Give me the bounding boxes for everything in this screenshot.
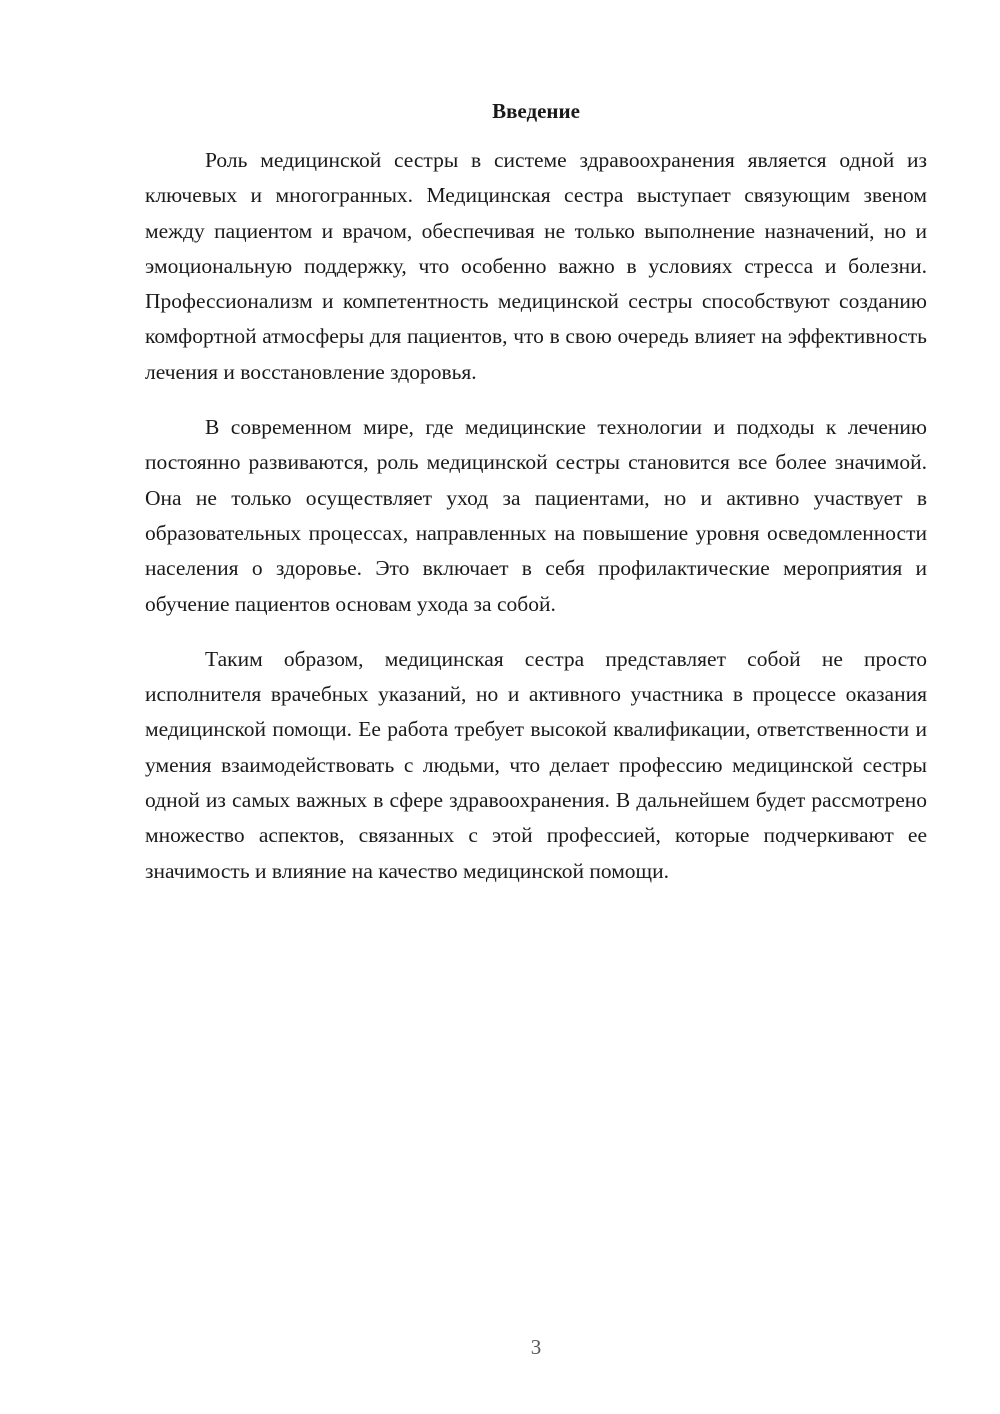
page-number: 3 — [530, 1335, 542, 1359]
paragraph-2: В современном мире, где медицинские технологии и подходы к лечению постоянно развиваются, роль медицинской сестры становится все более значимой. Она не только осуществляет уход за пациентами, но и активно участвует в образовательных процессах, направленных на повышение уровня осведомленности населения о здоровье. Это включает в себя профилактические мероприятия и обучение пациентов основам ухода за собой. — [145, 415, 927, 616]
paragraph-3: Таким образом, медицинская сестра представляет собой не просто исполнителя врачебных указаний, но и активного участника в процессе оказания медицинской помощи. Ее работа требует высокой квалификации, ответственности и умения взаимодействовать с людьми, что делает профессию медицинской сестры одной из самых важных в сфере здравоохранения. В дальнейшем будет рассмотрено множество аспектов, связанных с этой профессией, которые подчеркивают ее значимость и влияние на качество медицинской помощи. — [145, 646, 927, 883]
body-text — [145, 143, 927, 909]
section-heading: Введение — [492, 99, 580, 123]
paragraph-1: Роль медицинской сестры в системе здравоохранения является одной из ключевых и многогранных. Медицинская сестра выступает связующим звеном между пациентом и врачом, обеспечивая не только выполнение назначений, но и эмоциональную поддержку, что особенно важно в условиях стресса и болезни. Профессионализм и компетентность медицинской сестры способствуют созданию комфортной атмосферы для пациентов, что в свою очередь влияет на эффективность лечения и восстановление здоровья. — [145, 148, 927, 384]
